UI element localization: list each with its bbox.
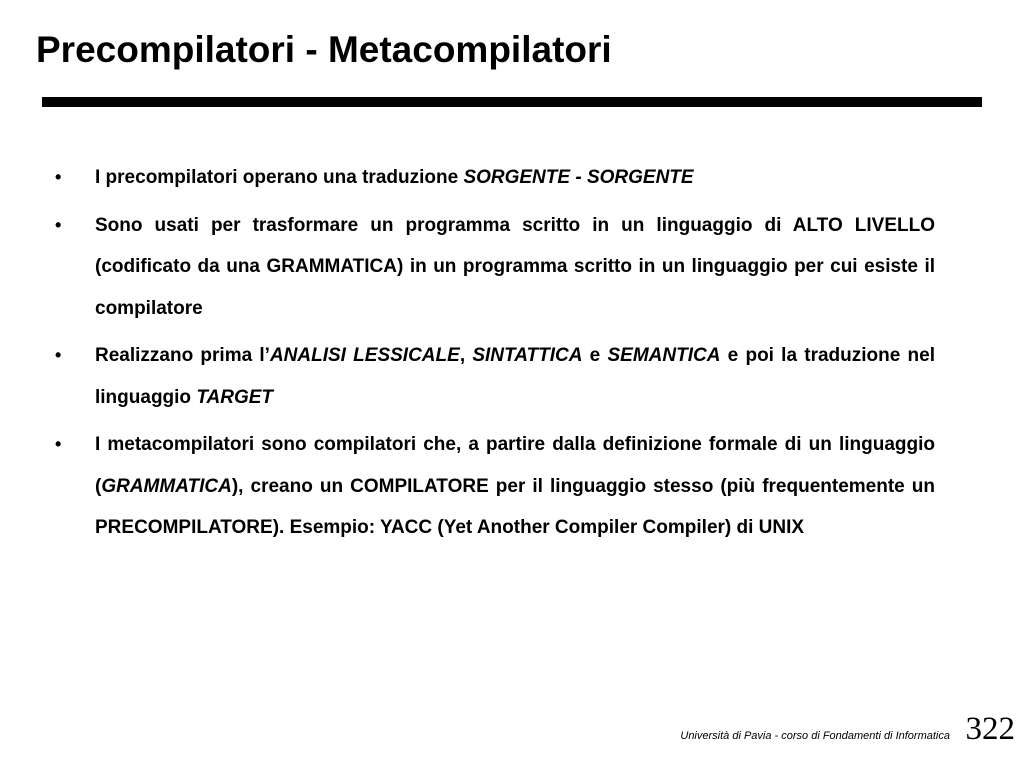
title-rule bbox=[42, 97, 982, 107]
bullet-list bbox=[55, 157, 935, 555]
bullet-emphasis: GRAMMATICA bbox=[101, 475, 232, 497]
bullet-segment: Realizzano prima l’ bbox=[95, 345, 270, 366]
bullet-item bbox=[55, 157, 935, 199]
bullet-emphasis: TARGET bbox=[196, 386, 274, 408]
bullet-text bbox=[95, 434, 935, 538]
bullet-item bbox=[55, 205, 935, 330]
bullet-emphasis: SEMANTICA bbox=[607, 345, 721, 366]
bullet-text bbox=[95, 215, 935, 319]
bullet-item bbox=[55, 424, 935, 549]
bullet-emphasis: SINTATTICA bbox=[472, 345, 583, 366]
bullet-segment: e bbox=[582, 345, 608, 366]
footer-course-label: Università di Pavia - corso di Fondamenti di Informatica bbox=[680, 730, 950, 742]
bullet-marker: • bbox=[55, 345, 62, 365]
bullet-segment: I metacompilatori sono compilatori che, a partire dalla definizione formale di un linguaggio ( bbox=[95, 434, 935, 497]
bullet-segment: e poi la traduzione nel linguaggio bbox=[95, 345, 936, 408]
bullet-segment: ), creano un COMPILATORE per il linguaggio stesso (più frequentemente un PRECOMPILATORE). Esempio: YACC (Yet Another Compiler Compiler) di UNIX bbox=[95, 475, 935, 538]
bullet-marker: • bbox=[55, 214, 62, 235]
bullet-text bbox=[95, 167, 694, 188]
bullet-text bbox=[95, 345, 935, 408]
bullet-segment: I precompilatori operano una traduzione bbox=[95, 167, 464, 188]
page-number: 322 bbox=[965, 711, 1015, 747]
bullet-emphasis: ANALISI LESSICALE bbox=[269, 345, 460, 366]
bullet-item bbox=[55, 335, 935, 418]
bullet-marker: • bbox=[55, 434, 62, 454]
bullet-segment: Sono usati per trasformare un programma scritto in un linguaggio di ALTO LIVELLO (codificato da una GRAMMATICA) in un programma scritto in un linguaggio per cui esiste il compilatore bbox=[95, 214, 935, 319]
slide-title: Precompilatori - Metacompilatori bbox=[36, 29, 612, 70]
bullet-marker: • bbox=[55, 167, 62, 187]
bullet-segment: , bbox=[459, 345, 473, 366]
bullet-emphasis: SORGENTE - SORGENTE bbox=[463, 167, 694, 188]
